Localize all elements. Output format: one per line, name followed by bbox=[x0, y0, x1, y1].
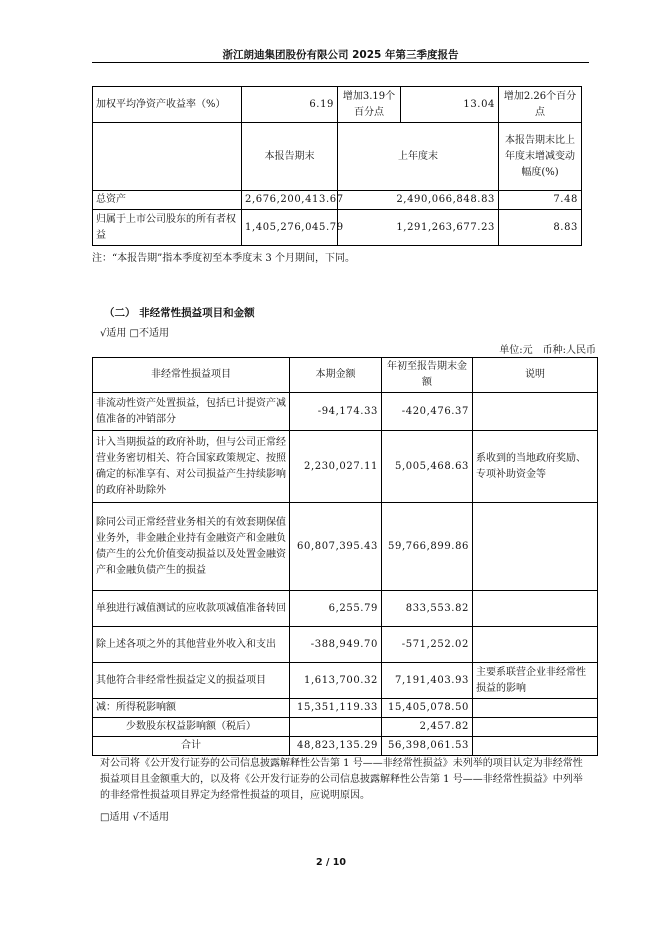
row-label: 归属于上市公司股东的所有者权益 bbox=[93, 210, 242, 246]
total-ytd: 56,398,061.53 bbox=[382, 737, 473, 756]
note-cell bbox=[473, 699, 598, 718]
ytd-cell: 59,766,899.86 bbox=[382, 503, 473, 591]
page-header: 浙江朗迪集团股份有限公司 2025 年第三季度报告 bbox=[222, 49, 459, 61]
item-cell: 除同公司正常经营业务相关的有效套期保值业务外，非金融企业持有金融资产和金融负债产生的公允价值变动损益以及处置金融资产和金融负债产生的损益 bbox=[93, 503, 290, 591]
item-cell: 单独进行减值测试的应收款项减值准备转回 bbox=[93, 591, 290, 627]
row-change: 7.48 bbox=[499, 191, 582, 210]
note-cell: 系收到的当地政府奖励、专项补助资金等 bbox=[473, 431, 598, 503]
table-row bbox=[93, 627, 598, 663]
table-row bbox=[93, 87, 582, 123]
note-cell bbox=[473, 503, 598, 591]
table-row bbox=[93, 393, 598, 431]
current-cell: 6,255.79 bbox=[290, 591, 382, 627]
note-cell: 主要系联营企业非经常性损益的影响 bbox=[473, 663, 598, 699]
header-item: 非经常性损益项目 bbox=[93, 358, 290, 393]
total-label: 合计 bbox=[93, 737, 290, 756]
ytd-cell: 5,005,468.63 bbox=[382, 431, 473, 503]
financial-indicators-table bbox=[92, 86, 582, 246]
ytd-cell: 2,457.82 bbox=[382, 718, 473, 737]
roe-ytd-change: 增加2.26个百分点 bbox=[499, 87, 582, 123]
table-row bbox=[93, 663, 598, 699]
table-total-row bbox=[93, 737, 598, 756]
row-prev: 1,291,263,677.23 bbox=[338, 210, 499, 246]
note-cell bbox=[473, 718, 598, 737]
roe-ytd: 13.04 bbox=[401, 87, 499, 123]
section-title: （二） 非经常性损益项目和金额 bbox=[104, 307, 255, 319]
table-header-row bbox=[93, 358, 598, 393]
ytd-cell: -420,476.37 bbox=[382, 393, 473, 431]
current-cell: 15,351,119.33 bbox=[290, 699, 382, 718]
header-rule bbox=[92, 62, 589, 63]
roe-current-change: 增加3.19个百分点 bbox=[338, 87, 401, 123]
row-current: 2,676,200,413.67 bbox=[242, 191, 338, 210]
roe-label: 加权平均净资产收益率（%） bbox=[93, 87, 242, 123]
current-cell: 2,230,027.11 bbox=[290, 431, 382, 503]
explanation-paragraph: 对公司将《公开发行证券的公司信息披露解释性公告第 1 号——非经常性损益》未列举的项目认定为非经常性损益项目且金额重大的，以及将《公开发行证券的公司信息披露解释性公告第 1 号——非经常性损益》中列举的非经常性损益项目界定为经常性损益的项目，应说明原因。 bbox=[100, 758, 583, 801]
item-cell: 非流动性资产处置损益，包括已计提资产减值准备的冲销部分 bbox=[93, 393, 290, 431]
note-cell bbox=[473, 627, 598, 663]
applicable-checkbox: √适用 □不适用 bbox=[100, 328, 169, 339]
table-row bbox=[93, 591, 598, 627]
table-row bbox=[93, 503, 598, 591]
current-cell: 1,613,700.32 bbox=[290, 663, 382, 699]
page-number: 2 / 10 bbox=[316, 857, 346, 868]
unit-label: 单位:元 币种:人民币 bbox=[499, 345, 596, 356]
row-current: 1,405,276,045.79 bbox=[242, 210, 338, 246]
table-row bbox=[93, 123, 582, 191]
table-row bbox=[93, 431, 598, 503]
table-row bbox=[93, 210, 582, 246]
item-cell: 其他符合非经常性损益定义的损益项目 bbox=[93, 663, 290, 699]
current-cell: -388,949.70 bbox=[290, 627, 382, 663]
note-cell bbox=[473, 393, 598, 431]
header-note: 说明 bbox=[473, 358, 598, 393]
table-note: 注：“本报告期”指本季度初至本季度末 3 个月期间，下同。 bbox=[92, 253, 355, 264]
ytd-cell: 15,405,078.50 bbox=[382, 699, 473, 718]
header-ytd: 年初至报告期末金额 bbox=[382, 358, 473, 393]
ytd-cell: 833,553.82 bbox=[382, 591, 473, 627]
note-cell bbox=[473, 591, 598, 627]
header-current: 本期金额 bbox=[290, 358, 382, 393]
item-cell: 除上述各项之外的其他营业外收入和支出 bbox=[93, 627, 290, 663]
row-change: 8.83 bbox=[499, 210, 582, 246]
ytd-cell: 7,191,403.93 bbox=[382, 663, 473, 699]
applicable-checkbox-2: □适用 √不适用 bbox=[100, 812, 169, 823]
current-cell: -94,174.33 bbox=[290, 393, 382, 431]
non-recurring-items-table bbox=[92, 357, 598, 756]
table-row bbox=[93, 699, 598, 718]
blank-cell bbox=[93, 123, 242, 191]
row-prev: 2,490,066,848.83 bbox=[338, 191, 499, 210]
roe-current: 6.19 bbox=[242, 87, 338, 123]
col-prev-header: 上年度末 bbox=[338, 123, 499, 191]
table-row bbox=[93, 718, 598, 737]
col-current-header: 本报告期末 bbox=[242, 123, 338, 191]
col-change-header: 本报告期末比上年度末增减变动幅度(%) bbox=[499, 123, 582, 191]
item-cell: 减：所得税影响额 bbox=[93, 699, 290, 718]
total-note bbox=[473, 737, 598, 756]
table-row bbox=[93, 191, 582, 210]
current-cell bbox=[290, 718, 382, 737]
item-cell: 少数股东权益影响额（税后） bbox=[93, 718, 290, 737]
ytd-cell: -571,252.02 bbox=[382, 627, 473, 663]
row-label: 总资产 bbox=[93, 191, 242, 210]
item-cell: 计入当期损益的政府补助，但与公司正常经营业务密切相关、符合国家政策规定、按照确定的标准享有、对公司损益产生持续影响的政府补助除外 bbox=[93, 431, 290, 503]
total-current: 48,823,135.29 bbox=[290, 737, 382, 756]
current-cell: 60,807,395.43 bbox=[290, 503, 382, 591]
